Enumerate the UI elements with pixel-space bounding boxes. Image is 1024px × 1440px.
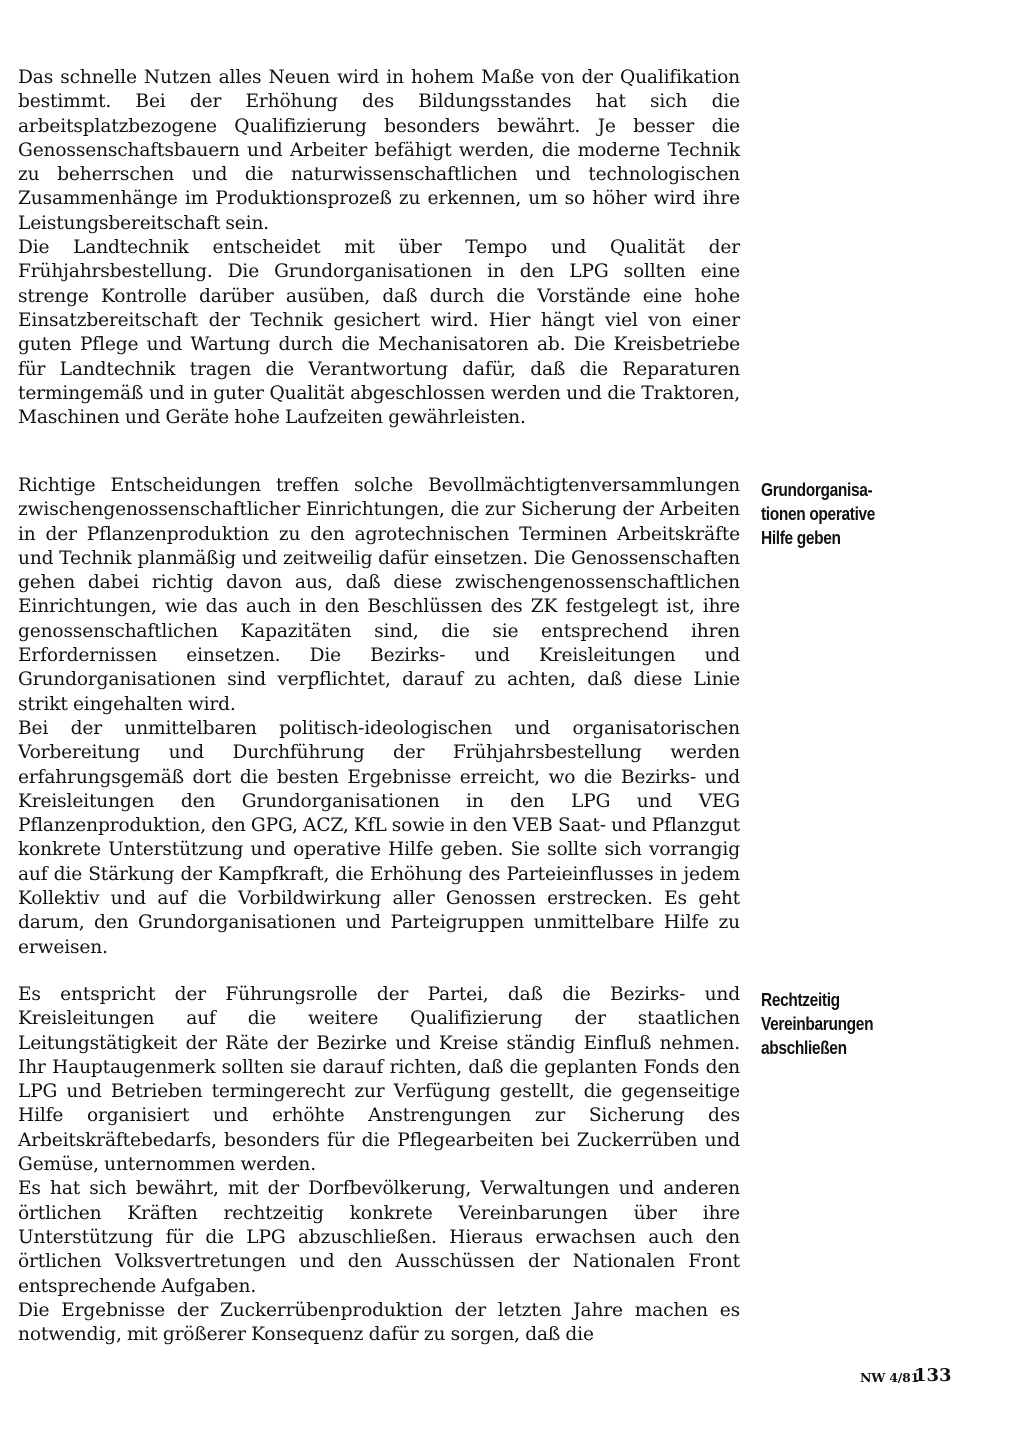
paragraph: Die Landtechnik entscheidet mit über Tempo und Qualität der Frühjahrsbestellung. Die Grundorganisationen in den LPG sollten eine strenge Kontrolle darüber ausüben, daß durch die Vorstände eine hohe Einsatzbereitschaft der Technik gesichert wird. Hier hängt viel von einer guten Pflege und Wartung durch die Mechanisatoren ab. Die Kreisbetriebe für Landtechnik tragen die Verantwortung dafür, daß die Reparaturen termingemäß und in guter Qualität abgeschlossen werden und die Traktoren, Maschinen und Geräte hohe Laufzeiten gewährleisten. xyxy=(18,237,740,429)
side-heading-line: Vereinbarungen xyxy=(761,1014,874,1034)
paragraph: Es hat sich bewährt, mit der Dorfbevölkerung, Verwaltungen und anderen örtlichen Kräften rechtzeitig konkrete Vereinbarungen über ihre Unterstützung für die LPG abzuschließen. Hieraus erwachsen auch den örtlichen Volksvertretungen und den Ausschüssen der Nationalen Front entsprechende Aufgaben. xyxy=(18,1178,740,1297)
text-block-1 xyxy=(18,66,740,430)
side-heading-line: tionen operative xyxy=(761,504,876,524)
text-block-3 xyxy=(18,983,740,1347)
text-block-2 xyxy=(18,474,740,960)
side-heading-line: abschließen xyxy=(761,1038,847,1058)
side-heading-2 xyxy=(761,988,899,1060)
paragraph: Das schnelle Nutzen alles Neuen wird in hohem Maße von der Qualifikation bestimmt. Bei der Erhöhung des Bildungsstandes hat sich die arbeitsplatzbezogene Qualifizierung besonders bewährt. Je besser die Genossenschaftsbauern und Arbeiter befähigt werden, die moderne Technik zu beherrschen und die naturwissenschaftlichen und technologischen Zusammenhänge im Produktionsprozeß zu erkennen, um so höher wird ihre Leistungsbereitschaft sein. xyxy=(18,67,740,234)
side-heading-line: Rechtzeitig xyxy=(761,990,840,1010)
side-heading-line: Grundorganisa- xyxy=(761,480,873,500)
issue-reference: NW 4/81 xyxy=(860,1370,920,1385)
paragraph: Bei der unmittelbaren politisch-ideologischen und organisatorischen Vorbereitung und Durchführung der Frühjahrsbestellung werden erfahrungsgemäß dort die besten Ergebnisse erreicht, wo die Bezirks- und Kreisleitungen den Grundorganisationen in den LPG und VEG Pflanzenproduktion, den GPG, ACZ, KfL sowie in den VEB Saat- und Pflanzgut konkrete Unterstützung und operative Hilfe geben. Sie sollte sich vorrangig auf die Stärkung der Kampfkraft, die Erhöhung des Parteieinflusses in jedem Kollektiv und auf die Vorbildwirkung aller Genossen erstrecken. Es geht darum, den Grundorganisationen und Parteigruppen unmittelbare Hilfe zu erweisen. xyxy=(18,717,740,958)
side-heading-1 xyxy=(761,478,899,550)
paragraph: Es entspricht der Führungsrolle der Partei, daß die Bezirks- und Kreisleitungen auf die weitere Qualifizierung der staatlichen Leitungstätigkeit der Räte der Bezirke und Kreise ständig Einfluß nehmen. Ihr Hauptaugenmerk sollten sie darauf richten, daß die geplanten Fonds den LPG und Betrieben termingerecht zur Verfügung gestellt, die gegenseitige Hilfe organisiert und erhöhte Anstrengungen zur Sicherung des Arbeitskräftebedarfs, besonders für die Pflegearbeiten bei Zuckerrüben und Gemüse, unternommen werden. xyxy=(18,984,740,1176)
side-heading-line: Hilfe geben xyxy=(761,528,841,548)
paragraph: Richtige Entscheidungen treffen solche Bevollmächtigtenversammlungen zwischengenossenschaftlicher Einrichtungen, die zur Sicherung der Arbeiten in der Pflanzenproduktion zu den agrotechnischen Terminen Arbeitskräfte und Technik planmäßig und zeitweilig dafür einsetzen. Die Genossenschaften gehen dabei richtig davon aus, daß diese zwischengenossenschaftlichen Einrichtungen, wie das auch in den Beschlüssen des ZK festgelegt ist, ihre genossenschaftlichen Kapazitäten sind, die sie entsprechend ihren Erfordernissen einsetzen. Die Bezirks- und Kreisleitungen und Grundorganisationen sind verpflichtet, darauf zu achten, daß diese Linie strikt eingehalten wird. xyxy=(18,475,740,715)
page-number: 133 xyxy=(914,1365,952,1386)
paragraph: Die Ergebnisse der Zuckerrübenproduktion der letzten Jahre machen es notwendig, mit größerer Konsequenz dafür zu sorgen, daß die xyxy=(18,1299,740,1346)
